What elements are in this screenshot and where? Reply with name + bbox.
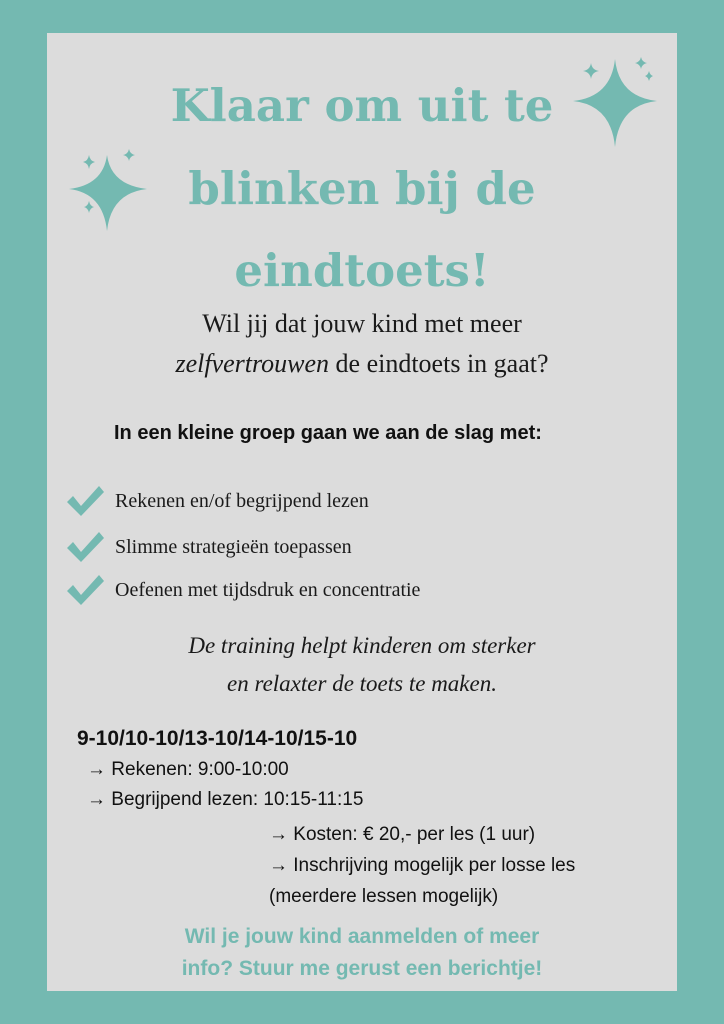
checklist-item [65, 530, 352, 564]
question-emphasis: zelfvertrouwen [175, 349, 330, 378]
headline-line-3: eindtoets! [234, 244, 490, 297]
call-to-action-line-1: Wil je jouw kind aanmelden of meer [184, 925, 540, 948]
cost-info: → Kosten: € 20,- per les (1 uur) [269, 824, 536, 845]
checklist-label: Oefenen met tijdsdruk en concentratie [115, 578, 421, 601]
session-rekenen: → Rekenen: 9:00-10:00 [87, 759, 289, 780]
question-rest: de eindtoets in gaat? [329, 349, 549, 378]
checklist-item [65, 573, 420, 607]
checkmark-icon [65, 484, 105, 518]
question-line-2 [47, 351, 677, 377]
headline-line-2: blinken bij de [188, 162, 536, 215]
session-dates: 9-10/10-10/13-10/14-10/15-10 [77, 727, 358, 750]
quote-line-2: en relaxter de toets te maken. [227, 671, 497, 696]
checklist-label: Slimme strategieën toepassen [115, 535, 352, 558]
session-begrijpend-lezen: → Begrijpend lezen: 10:15-11:15 [87, 789, 364, 810]
registration-note: (meerdere lessen mogelijk) [269, 886, 499, 907]
quote-line-1: De training helpt kinderen om sterker [188, 633, 536, 658]
call-to-action-line-2: info? Stuur me gerust een berichtje! [181, 957, 543, 980]
registration-info: → Inschrijving mogelijk per losse les [269, 855, 576, 876]
question-line-1: Wil jij dat jouw kind met meer [202, 309, 522, 338]
checkmark-icon [65, 530, 105, 564]
checkmark-icon [65, 573, 105, 607]
headline-line-1: Klaar om uit te [170, 79, 554, 132]
flyer-card [47, 33, 677, 991]
checklist-item [65, 484, 369, 518]
checklist-label: Rekenen en/of begrijpend lezen [115, 489, 369, 512]
intro-text: In een kleine groep gaan we aan de slag met: [114, 422, 542, 444]
